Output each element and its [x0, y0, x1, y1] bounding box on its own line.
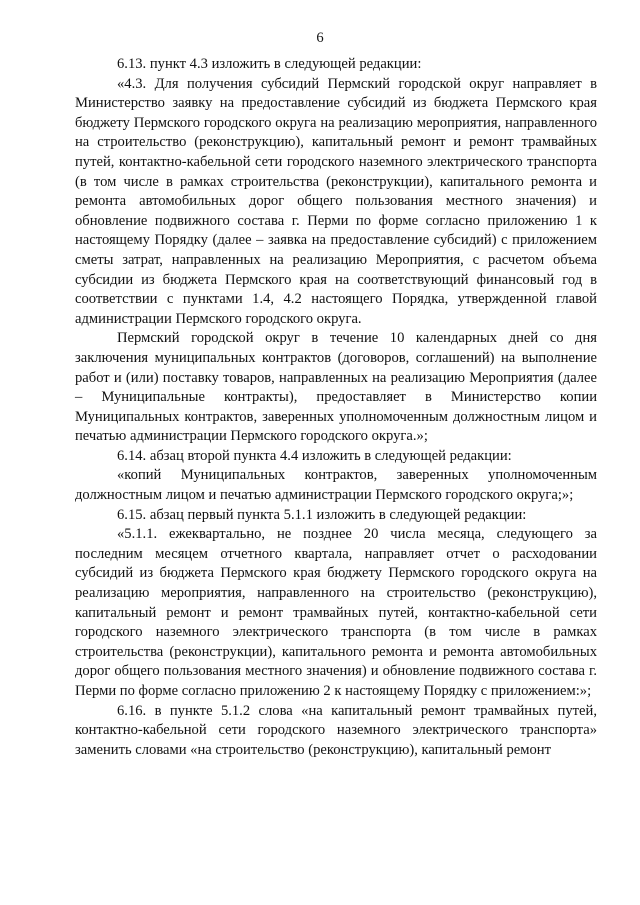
paragraph-4-4-text: «копий Муниципальных контрактов, заверенных уполномоченным должностным лицом и печатью администрации Пермского городского округа;»; [75, 467, 597, 504]
paragraph-4-3-text: «4.3. Для получения субсидий Пермский городской округ направляет в Министерство заявку на предоставление субсидий из бюджета Пермского края бюджету Пермского городского округа на реализацию мероприятия, направленного на строительство (реконструкцию), капитальный ремонт и ремонт трамвайных путей, контактно-кабельной сети городского наземного электрического транспорта (в том числе в рамках строительства (реконструкции), капитального ремонта и ремонта автомобильных дорог общего пользования местного значения) и обновление подвижного состава г. Перми по форме согласно приложению 1 к настоящему Порядку (далее – заявка на предоставление субсидий) с приложением сметы затрат, направленных на реализацию Мероприятия, с расчетом объема субсидии из бюджета Пермского края на соответствующий финансовый год в соответствии с пунктами 1.4, 4.2 настоящего Порядка, утвержденной главой администрации Пермского городского округа. [75, 75, 597, 327]
paragraph-6-16-text: 6.16. в пункте 5.1.2 слова «на капитальный ремонт трамвайных путей, контактно-кабельной сети городского наземного электрического транспорта» заменить словами «на строительство (реконструкцию), капитальный ремонт [75, 702, 597, 758]
paragraph-6-14-heading: 6.14. абзац второй пункта 4.4 изложить в следующей редакции: [117, 447, 512, 464]
paragraph-6-15-heading: 6.15. абзац первый пункта 5.1.1 изложить в следующей редакции: [117, 506, 527, 523]
page-number: 6 [316, 30, 324, 46]
paragraph-4-3-contracts: Пермский городской округ в течение 10 календарных дней со дня заключения муниципальных контрактов (договоров, соглашений) на выполнение работ и (или) поставку товаров, направленных на реализацию Мероприятия (далее – Муниципальные контракты), предоставляет в Министерство копии Муниципальных контрактов, заверенных уполномоченным должностным лицом и печатью администрации Пермского городского округа.»; [75, 330, 597, 445]
paragraph-5-1-1-text: «5.1.1. ежеквартально, не позднее 20 числа месяца, следующего за последним месяцем отчетного квартала, направляет отчет о расходовании субсидий из бюджета Пермского края бюджету Пермского городского округа на реализацию мероприятия, направленного на строительство (реконструкцию), капитальный ремонт и ремонт трамвайных путей, контактно-кабельной сети городского наземного электрического транспорта (в том числе в рамках строительства (реконструкции), капитального ремонта и ремонта автомобильных дорог общего пользования местного значения) и обновление подвижного состава г. Перми по форме согласно приложению 2 к настоящему Порядку с приложением:»; [75, 526, 597, 699]
document-body [75, 55, 597, 760]
paragraph-6-13-heading: 6.13. пункт 4.3 изложить в следующей редакции: [117, 56, 422, 72]
